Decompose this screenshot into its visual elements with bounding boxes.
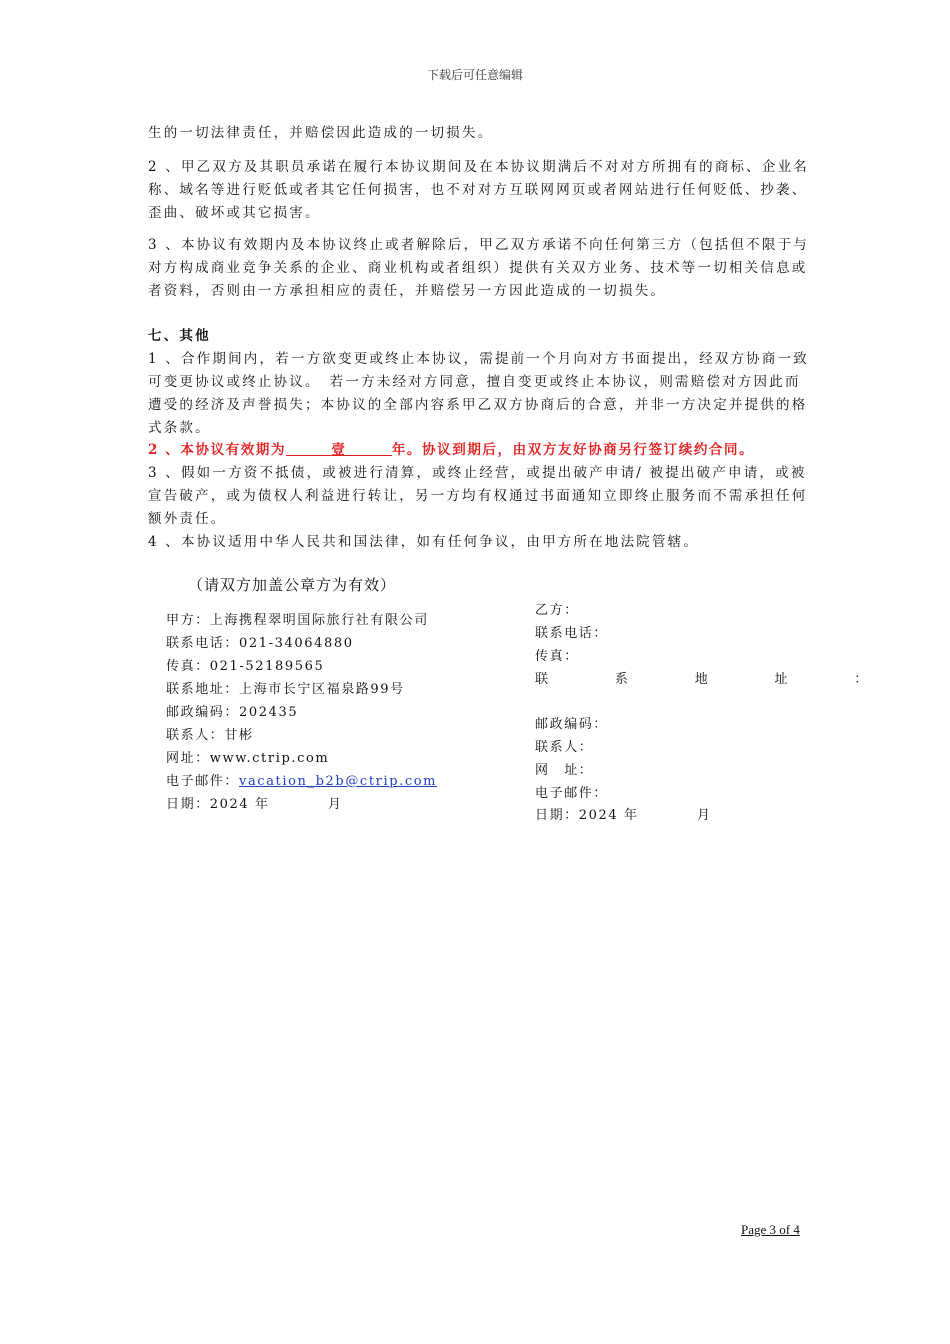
page-number: Page 3 of 4: [741, 1222, 800, 1237]
party-b-phone: 联系电话：: [535, 626, 609, 641]
page-header: 下载后可任意编辑: [426, 68, 523, 82]
party-b-date: 日期：2024 年 月: [535, 808, 712, 823]
party-a-email-link[interactable]: vacation_b2b@ctrip.com: [239, 774, 438, 789]
party-a-postcode: 邮政编码：202435: [166, 705, 299, 720]
party-a-fax: 传真：021-52189565: [166, 659, 325, 674]
party-a-email-label: 电子邮件：: [166, 774, 240, 789]
party-a-contact: 联系人：甘彬: [166, 728, 254, 743]
party-a-name: 甲方：上海携程翠明国际旅行社有限公司: [166, 613, 429, 628]
section-7-item-2: [148, 439, 808, 462]
party-b-name: 乙方：: [535, 603, 579, 618]
section-7-item-1: 1 、合作期间内，若一方欲变更或终止本协议，需提前一个月向对方书面提出，经双方协商一致可变更协议或终止协议。 若一方未经对方同意，擅自变更或终止本协议，则需赔偿对方因此而遭受的经济及声誉损失；本协议的全部内容系甲乙双方协商后的合意，并非一方决定并提供的格式条款。: [148, 351, 809, 436]
party-b-contact: 联系人：: [535, 740, 594, 755]
item-2-term-value: 壹: [331, 442, 347, 458]
party-a-email: [166, 770, 437, 793]
item-2-suffix: 年。协议到期后，由双方友好协商另行签订续约合同。: [391, 442, 755, 458]
section-7-item-4: 4 、本协议适用中华人民共和国法律，如有任何争议，由甲方所在地法院管辖。: [148, 534, 700, 550]
section-7-title: 七、其他: [148, 328, 211, 344]
party-a-phone: 联系电话：021-34064880: [166, 636, 354, 651]
item-2-term-field: [286, 442, 392, 458]
party-b-website: 网 址：: [535, 763, 594, 778]
party-b-email: 电子邮件：: [535, 786, 609, 801]
party-b-fax: 传真：: [535, 649, 579, 664]
paragraph-3: 3 、本协议有效期内及本协议终止或者解除后，甲乙双方承诺不向任何第三方（包括但不限于与对方构成商业竞争关系的企业、商业机构或者组织）提供有关双方业务、技术等一切相关信息或者资料，否则由一方承担相应的责任，并赔偿另一方因此造成的一切损失。: [148, 237, 809, 299]
party-a-date: 日期：2024 年 月: [166, 797, 343, 812]
item-2-prefix: 2 、本协议有效期为: [148, 442, 287, 458]
party-b-postcode: 邮政编码：: [535, 717, 609, 732]
paragraph-2: 2 、甲乙双方及其职员承诺在履行本协议期间及在本协议期满后不对对方所拥有的商标、企业名称、域名等进行贬低或者其它任何损害，也不对对方互联网网页或者网站进行任何贬低、抄袭、歪曲、破坏或其它损害。: [148, 159, 809, 221]
section-7-item-3: 3 、假如一方资不抵债，或被进行清算，或终止经营，或提出破产申请/ 被提出破产申请，或被宣告破产，或为债权人利益进行转让，另一方均有权通过书面通知立即终止服务而不需承担任何额外责任。: [148, 465, 808, 527]
seal-note: （请双方加盖公章方为有效）: [188, 576, 397, 594]
party-a-address: 联系地址：上海市长宁区福泉路99号: [166, 682, 405, 697]
paragraph-tail: 生的一切法律责任，并赔偿因此造成的一切损失。: [148, 125, 494, 141]
party-b-address: 联 系 地 址 ：: [535, 672, 869, 687]
party-a-website: 网址：www.ctrip.com: [166, 751, 330, 766]
